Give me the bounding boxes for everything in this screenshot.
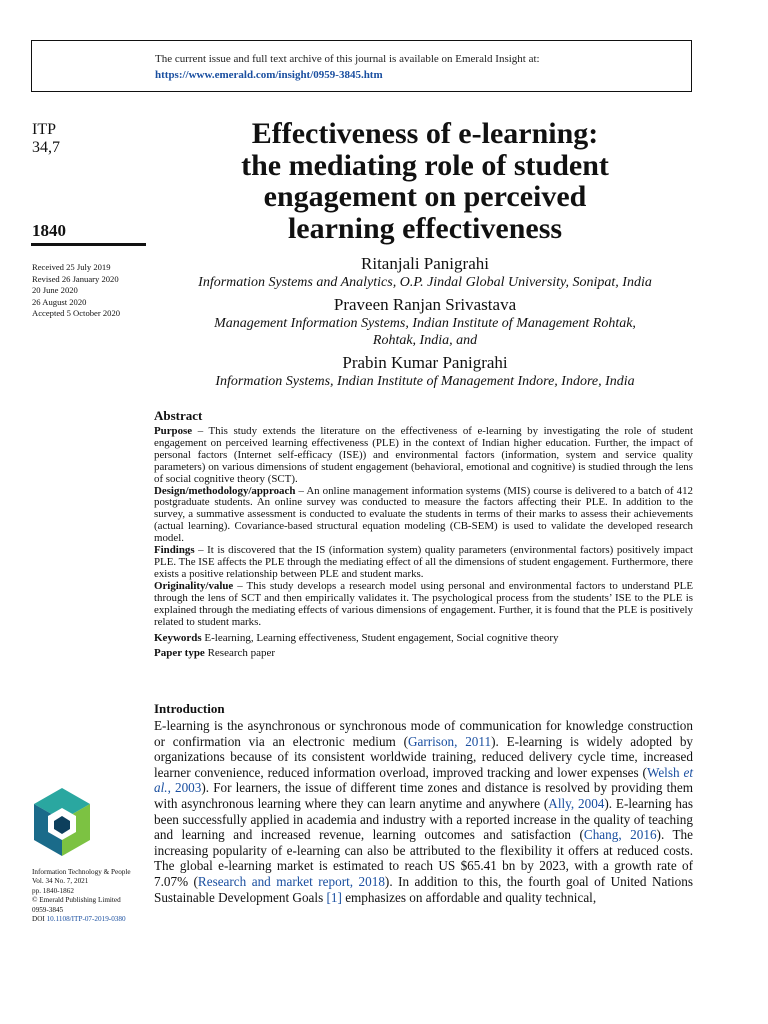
citation-link[interactable]: Research and market report, 2018	[197, 873, 385, 889]
article-history-dates	[32, 262, 120, 320]
body-text: ). For learners, the issue of different time zones and distance is resolved by providing them with asynchronous learning where they can learn anytime and anywhere (	[154, 780, 693, 811]
body-text: E-learning is the asynchronous or synchronous mode of communication for knowledge construction or confirmation via an electronic medium (	[154, 718, 693, 749]
author-name: Prabin Kumar Panigrahi	[342, 353, 508, 372]
footnote-link[interactable]: [1]	[326, 889, 342, 905]
banner-text: The current issue and full text archive of this journal is available on Emerald Insight at:	[155, 53, 540, 65]
keywords-text: E-learning, Learning effectiveness, Student engagement, Social cognitive theory	[201, 632, 559, 645]
introduction-section	[154, 701, 693, 905]
author-name: Ritanjali Panigrahi	[361, 254, 489, 273]
doi-link[interactable]: 10.1108/ITP-07-2019-0380	[46, 915, 126, 924]
originality-text: – This study develops a research model using personal and environmental factors to understand PLE through the lens of SCT and then empirically validates it. The psychological process from the students’ ISE to the PLE is explained through the mediating effects of various dimensions of engagement. Further, it is found that the PLE is positively related to student marks.	[154, 579, 693, 628]
findings-text: – It is discovered that the IS (information system) quality parameters (environmental factors) positively impact PLE. The ISE affects the PLE through the mediating effect of all the dimensions of student engagement. Furthermore, there exists a positive relationship between PLE and student marks.	[154, 544, 693, 580]
title-line: Effectiveness of e-learning:	[251, 117, 599, 150]
keywords	[154, 631, 693, 646]
page-number-rule	[31, 243, 146, 246]
introduction-heading: Introduction	[154, 701, 225, 716]
article-title	[160, 118, 690, 244]
paper-type	[154, 646, 693, 661]
keywords-label: Keywords	[154, 632, 202, 645]
abstract-design	[154, 486, 693, 546]
date-accepted: Accepted 5 October 2020	[32, 308, 121, 318]
design-text: – An online management information systems (MIS) course is delivered to a batch of 412 postgraduate students. An online survey was conducted to measure the factors affecting their PLE. In addition to the survey, a summative assessment is conducted to evaluate the students in terms of their marks to assess their achievements (actual learning). Covariance-based structural equation modeling (CB-SEM) is used to validate the developed research model.	[154, 484, 693, 545]
title-line: the mediating role of student	[241, 148, 609, 182]
purpose-label: Purpose	[154, 425, 193, 437]
journal-url-link[interactable]: https://www.emerald.com/insight/0959-3845.htm	[155, 69, 383, 81]
journal-name: Information Technology & People	[32, 868, 131, 876]
page-range: pp. 1840-1862	[32, 886, 74, 895]
volume-issue: Vol. 34 No. 7, 2021	[32, 877, 89, 886]
author-name: Praveen Ranjan Srivastava	[333, 295, 517, 314]
body-text: ). E-learning has been successfully applied in academia and industry with a reported increase in the quality of teaching and learning and increased revenue, learning outcomes and satisfaction (	[154, 795, 694, 843]
issn: 0959-3845	[32, 905, 64, 914]
findings-label: Findings	[154, 544, 195, 557]
abstract-originality	[154, 581, 693, 629]
body-text: emphasizes on affordable and quality technical,	[341, 889, 597, 905]
affiliation-line: Information Systems and Analytics, O.P. Jindal Global University, Sonipat, India	[198, 275, 652, 290]
title-line: learning effectiveness	[287, 211, 563, 245]
page-number: 1840	[32, 221, 66, 240]
author-list	[160, 254, 690, 394]
date-received: Received 25 July 2019	[32, 262, 111, 272]
citation-year: , 2003	[167, 780, 202, 796]
abstract-heading: Abstract	[154, 408, 203, 423]
journal-code: ITP	[32, 121, 56, 138]
date-revised-3: 26 August 2020	[32, 296, 87, 307]
abstract-section	[154, 408, 693, 661]
date-revised-2: 20 June 2020	[32, 285, 78, 295]
body-text: ). The increasing popularity of e-learning can also be attributed to the flexibility it offers at reduced costs. The global e-learning market is estimated to reach US $65.41 bn by 2023, with a growth rate of 7.07% (	[154, 827, 694, 889]
abstract-findings	[154, 545, 693, 581]
date-revised: Revised 26 January 2020	[32, 273, 119, 284]
affiliation-line: Information Systems, Indian Institute of Management Indore, Indore, India	[215, 374, 635, 389]
title-line: engagement on perceived	[263, 180, 587, 213]
journal-availability-banner	[31, 40, 692, 92]
body-text: ). E-learning is widely adopted by organizations because of its consistent worldwide training, reduced delivery cycle time, increased learner convenience, reduced information overload, improved tracking and lower expenses (	[154, 733, 694, 780]
paper-type-label: Paper type	[154, 647, 205, 660]
citation-author: Welsh	[646, 764, 684, 780]
author-affiliation	[160, 373, 690, 390]
paper-type-text: Research paper	[204, 647, 276, 660]
doi-line	[32, 915, 131, 924]
affiliation-line: Rohtak, India, and	[372, 333, 478, 348]
emerald-logo-icon	[30, 786, 94, 858]
abstract-purpose	[154, 426, 693, 486]
affiliation-line: Management Information Systems, Indian Institute of Management Rohtak,	[214, 316, 636, 331]
citation-etal: et al.	[154, 764, 693, 796]
citation-link[interactable]: Garrison, 2011	[407, 733, 492, 749]
design-label: Design/methodology/approach	[154, 484, 296, 497]
author-affiliation	[160, 274, 690, 291]
originality-label: Originality/value	[154, 579, 234, 592]
citation-link[interactable]: Ally, 2004	[548, 795, 605, 811]
body-text: ). In addition to this, the fourth goal of United Nations Sustainable Development Goals	[154, 873, 693, 905]
journal-code-block	[32, 121, 60, 157]
introduction-body	[154, 718, 693, 905]
publication-info	[32, 868, 131, 924]
journal-volume: 34,7	[32, 139, 60, 156]
author-affiliation	[160, 315, 690, 349]
citation-link[interactable]: Chang, 2016	[583, 827, 657, 843]
doi-label: DOI	[32, 915, 45, 924]
purpose-text: – This study extends the literature on the effectiveness of e-learning by investigating the role of student engagement on perceived learning effectiveness (PLE) in the context of Indian higher education. Further, the impact of personal factors (Internet self-efficacy (ISE)) and environmental factors (information, system and service quality parameters) on various dimensions of student engagement (behavioral, emotional and cognitive) is studied through the lens of social cognitive theory (SCT).	[154, 425, 693, 485]
publisher: © Emerald Publishing Limited	[32, 896, 121, 905]
